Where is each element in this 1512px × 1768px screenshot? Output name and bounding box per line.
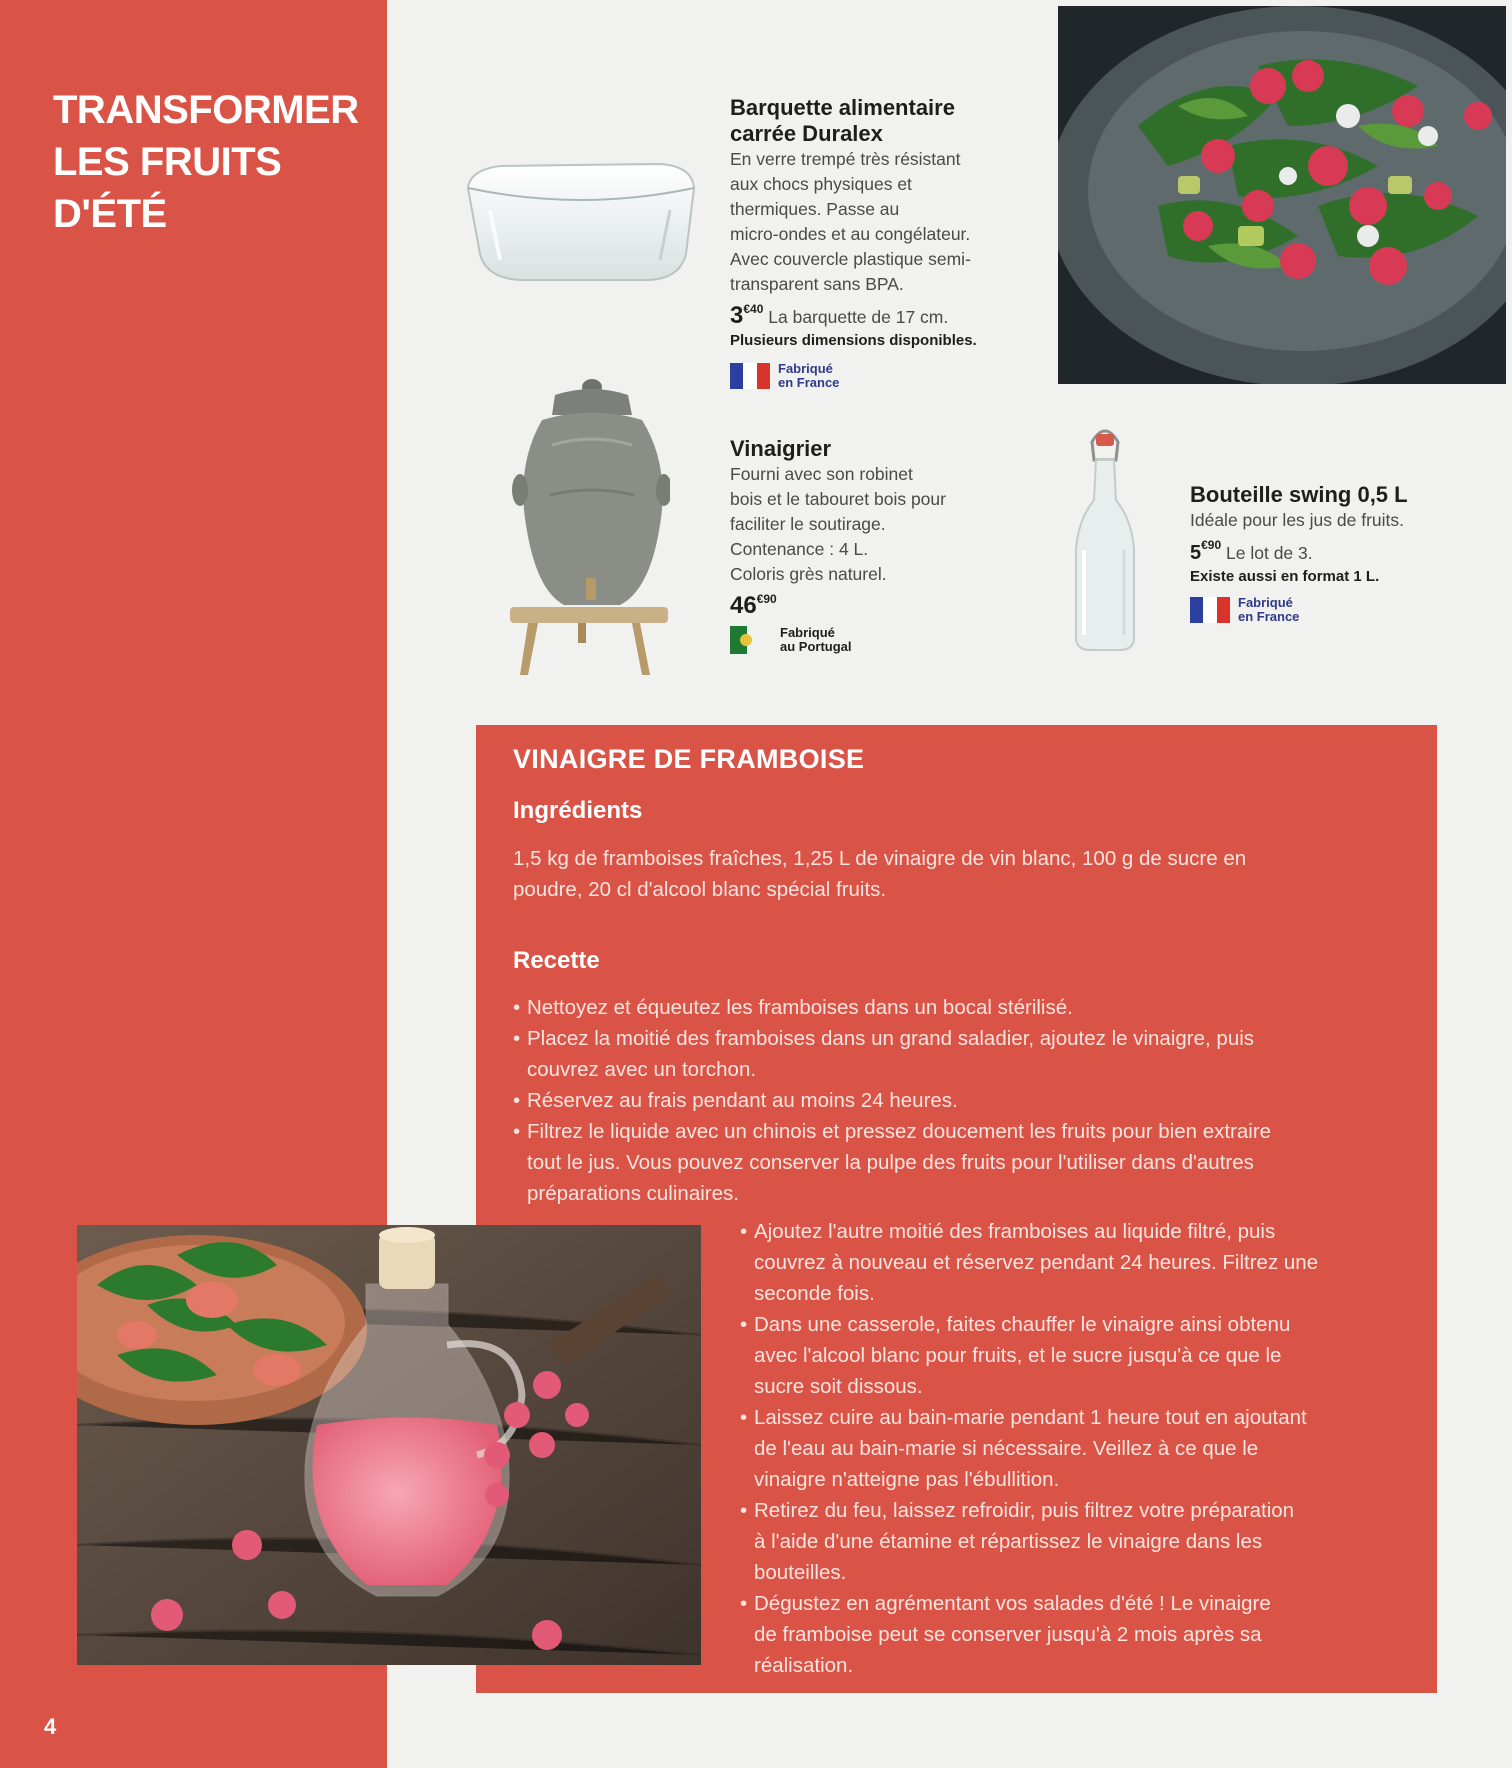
recipe-step: • Ajoutez l'autre moitié des framboises au liquide filtré, puis couvrez à nouveau et réservez pendant 24 heures. Filtrez une seconde fois.	[740, 1216, 1430, 1309]
recipe-step: • Laissez cuire au bain-marie pendant 1 heure tout en ajoutant de l'eau au bain-marie si nécessaire. Veillez à ce que le vinaigre n'atteigne pas l'ébullition.	[740, 1402, 1430, 1495]
flag-portugal-icon	[730, 626, 772, 654]
product-note: Existe aussi en format 1 L.	[1190, 568, 1380, 585]
recipe-steps-lower	[740, 1216, 1430, 1681]
price-line: $3^{€40}$ La barquette de 17 cm.	[730, 302, 949, 329]
price: $3^{€40}$	[730, 302, 764, 329]
price: $5^{€90}$	[1190, 538, 1222, 564]
product-bouteille	[1190, 482, 1490, 624]
recipe-step: • Nettoyez et équeutez les framboises dans un bocal stérilisé.	[513, 992, 1413, 1023]
product-note: Plusieurs dimensions disponibles.	[730, 332, 977, 349]
product-description: Idéale pour les jus de fruits.	[1190, 510, 1405, 530]
salad-illustration	[1058, 6, 1506, 384]
salad-photo	[1058, 6, 1506, 384]
recipe-step: • Dans une casserole, faites chauffer le vinaigre ainsi obtenu avec l'alcool blanc pour fruits, et le sucre jusqu'à ce que le sucre soit dissous.	[740, 1309, 1430, 1402]
recipe-step: • Filtrez le liquide avec un chinois et pressez doucement les fruits pour bien extraire tout le jus. Vous pouvez conserver la pulpe des fruits pour l'utiliser dans d'autres préparations culinaires.	[513, 1116, 1413, 1209]
swing-bottle-image	[1070, 420, 1140, 652]
price: $46^{€90}$	[730, 592, 777, 619]
page-title: TRANSFORMER LES FRUITS D'ÉTÉ	[53, 88, 359, 236]
origin-badge: Fabriqué au Portugal	[730, 626, 1020, 654]
product-description: Fourni avec son robinet bois et le tabouret bois pour faciliter le soutirage. Contenance : 4 L. Coloris grès naturel.	[730, 464, 946, 584]
recipe-step: • Dégustez en agrémentant vos salades d'été ! Le vinaigre de framboise peut se conserver jusqu'à 2 mois après sa réalisation.	[740, 1588, 1430, 1681]
product-description: En verre trempé très résistant aux chocs physiques et thermiques. Passe au micro-ondes et au congélateur. Avec couvercle plastique semi- transparent sans BPA.	[730, 149, 971, 294]
raspberry-vinegar-photo	[77, 1225, 701, 1665]
recipe-step: • Réservez au frais pendant au moins 24 heures.	[513, 1085, 1413, 1116]
product-name: Bouteille swing 0,5 L	[1190, 482, 1408, 507]
product-vinaigrier	[730, 436, 1020, 654]
vinegar-carafe-illustration	[77, 1225, 701, 1665]
recipe-steps-upper	[513, 992, 1413, 1209]
price-line: $5^{€90}$ Le lot de 3.	[1190, 538, 1313, 564]
ingredients-text: 1,5 kg de framboises fraîches, 1,25 L de vinaigre de vin blanc, 100 g de sucre en poudre, 20 cl d'alcool blanc spécial fruits.	[513, 847, 1247, 901]
recipe-heading: Recette	[513, 947, 600, 974]
product-barquette	[730, 95, 1030, 390]
product-name: Vinaigrier	[730, 436, 832, 461]
recipe-step: • Placez la moitié des framboises dans un grand saladier, ajoutez le vinaigre, puis couvrez avec un torchon.	[513, 1023, 1413, 1085]
price-line	[730, 587, 1020, 620]
ingredients-heading: Ingrédients	[513, 797, 643, 824]
origin-badge: Fabriqué en France	[1190, 596, 1490, 624]
flag-france-icon	[730, 363, 770, 389]
recipe-title: VINAIGRE DE FRAMBOISE	[513, 744, 865, 774]
glass-dish-image	[460, 150, 700, 285]
flag-france-icon	[1190, 597, 1230, 623]
recipe-step: • Retirez du feu, laissez refroidir, puis filtrez votre préparation à l'aide d'une étamine et répartissez le vinaigre dans les bouteilles.	[740, 1495, 1430, 1588]
vinegar-jar-image	[500, 375, 670, 680]
product-name: Barquette alimentaire carrée Duralex	[730, 95, 955, 146]
origin-badge: Fabriqué en France	[730, 362, 1030, 390]
page-number: 4	[44, 1714, 57, 1739]
